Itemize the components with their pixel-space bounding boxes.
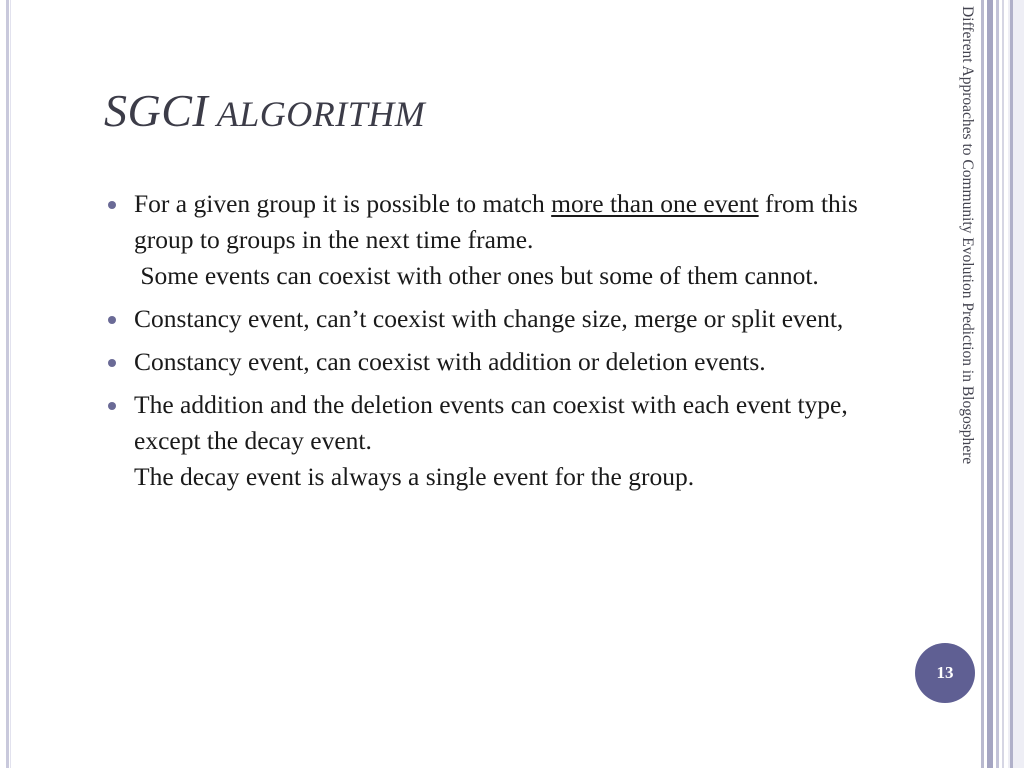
bullet-list	[108, 186, 878, 502]
left-border	[6, 0, 9, 768]
bullet-dot-icon	[108, 402, 116, 410]
left-border-inner	[10, 0, 11, 768]
right-stripe-4	[1002, 0, 1004, 768]
bullet-item-4	[108, 387, 878, 495]
bullet-1-pre: For a given group it is possible to match	[134, 189, 552, 218]
bullet-item-3	[108, 344, 878, 380]
bullet-4-second-line: The decay event is always a single event for the group.	[134, 462, 695, 491]
right-stripe-1	[981, 0, 984, 768]
title-sub: ALGORITHM	[216, 94, 426, 134]
right-stripe-2	[987, 0, 993, 768]
bullet-dot-icon	[108, 201, 116, 209]
page-number: 13	[936, 663, 954, 682]
bullet-4-text: The addition and the deletion events can coexist with each event type, except the decay event.	[134, 390, 848, 455]
bullet-1-post: from this group to groups in the next time frame.	[134, 189, 858, 254]
right-stripe-6	[1010, 0, 1013, 768]
bullet-item-1	[108, 186, 878, 294]
right-stripe-3	[996, 0, 999, 768]
title-main: SGCI	[104, 85, 209, 136]
bullet-dot-icon	[108, 359, 116, 367]
slide-title	[104, 84, 425, 137]
side-caption: Different Approaches to Community Evolution Prediction in Blogosphere	[959, 6, 976, 465]
bullet-item-2	[108, 301, 878, 337]
bullet-2-text: Constancy event, can’t coexist with change size, merge or split event,	[134, 304, 844, 333]
page-number-badge	[915, 643, 975, 703]
bullet-1-second-line: Some events can coexist with other ones but some of them cannot.	[134, 261, 819, 290]
bullet-3-text: Constancy event, can coexist with addition or deletion events.	[134, 347, 766, 376]
bullet-1-underline: more than one event	[551, 189, 759, 218]
bullet-dot-icon	[108, 316, 116, 324]
